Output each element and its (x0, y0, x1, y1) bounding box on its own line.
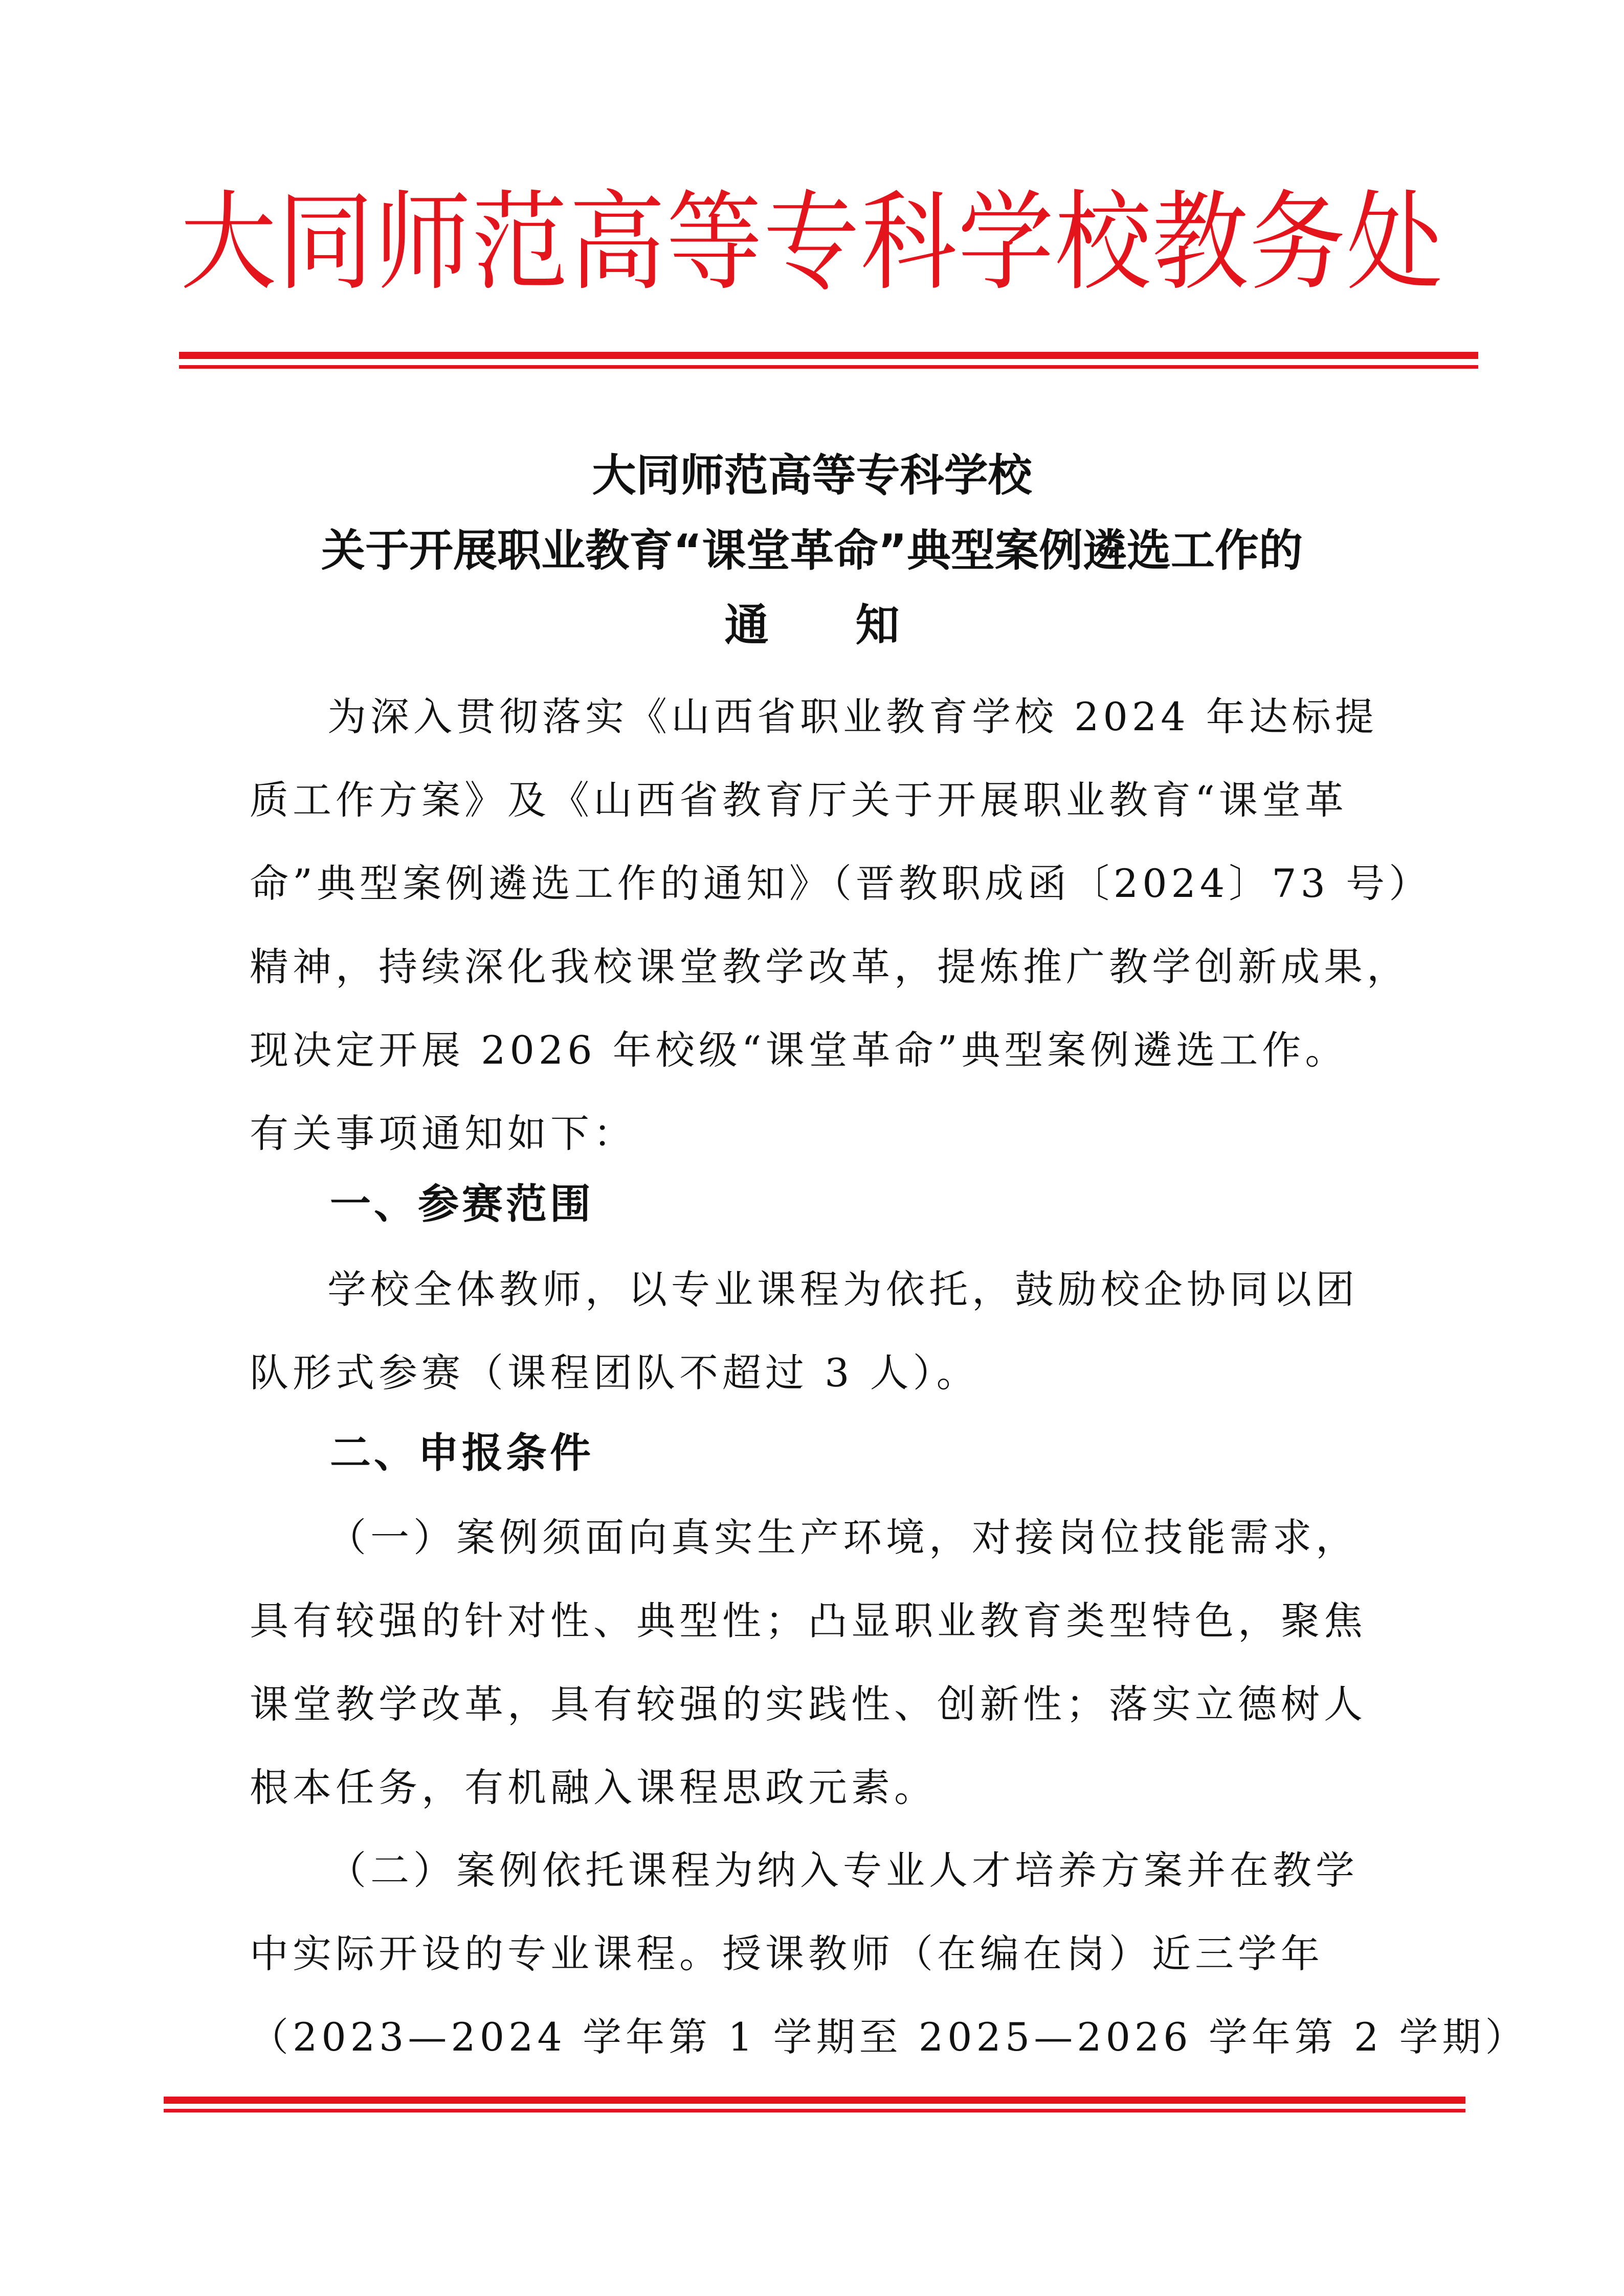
intro-paragraph (250, 675, 1432, 1175)
intro-line: 为深入贯彻落实《山西省职业教育学校 2024 年达标提 (327, 694, 1378, 739)
header-rule-thick (179, 352, 1478, 359)
paragraph-line: 中实际开设的专业课程。授课教师（在编在岗）近三学年 (250, 1931, 1324, 1976)
title-char-2: 知 (855, 600, 900, 651)
section-heading-scope: 一、参赛范围 (330, 1180, 594, 1228)
paragraph-line: （二）案例依托课程为纳入专业人才培养方案并在教学 (327, 1848, 1359, 1893)
footer-rule-thin (164, 2109, 1465, 2112)
masthead-title: 大同师范高等专科学校教务处 (180, 179, 1444, 306)
intro-line: 质工作方案》及《山西省教育厅关于开展职业教育“课堂革 (250, 777, 1348, 823)
paragraph-line: 课堂教学改革，具有较强的实践性、创新性；落实立德树人 (250, 1681, 1367, 1727)
title-char-1: 通 (724, 600, 769, 651)
paragraph-line: 队形式参赛（课程团队不超过 3 人）。 (250, 1350, 980, 1395)
intro-line: 现决定开展 2026 年校级“课堂革命”典型案例遴选工作。 (250, 1027, 1348, 1073)
intro-line: 有关事项通知如下： (250, 1111, 636, 1156)
paragraph-line: 具有较强的针对性、典型性；凸显职业教育类型特色，聚焦 (250, 1598, 1367, 1644)
section-heading-conditions: 二、申报条件 (330, 1429, 594, 1477)
section-scope-paragraph (250, 1248, 1377, 1414)
paragraph-line: 根本任务，有机融入课程思政元素。 (250, 1765, 937, 1810)
intro-line: 精神，持续深化我校课堂教学改革，提炼推广教学创新成果， (250, 944, 1410, 989)
paragraph-line: 学校全体教师，以专业课程为依托，鼓励校企协同以团 (327, 1267, 1359, 1312)
paragraph-line: （一）案例须面向真实生产环境，对接岗位技能需求， (327, 1515, 1359, 1560)
paragraph-line: （2023—2024 学年第 1 学期至 2025—2026 学年第 2 学期） (250, 2014, 1528, 2060)
title-line-2: 关于开展职业教育“课堂革命”典型案例遴选工作的 (321, 525, 1303, 576)
title-line-3 (0, 597, 1624, 654)
intro-line: 命”典型案例遴选工作的通知》（晋教职成函〔2024〕73 号） (250, 861, 1432, 906)
title-line-1: 大同师范高等专科学校 (592, 450, 1032, 501)
footer-rule-thick (164, 2097, 1465, 2104)
header-rule-thin (179, 365, 1478, 369)
condition-item-1 (250, 1496, 1377, 1829)
condition-item-2 (250, 1829, 1528, 2079)
